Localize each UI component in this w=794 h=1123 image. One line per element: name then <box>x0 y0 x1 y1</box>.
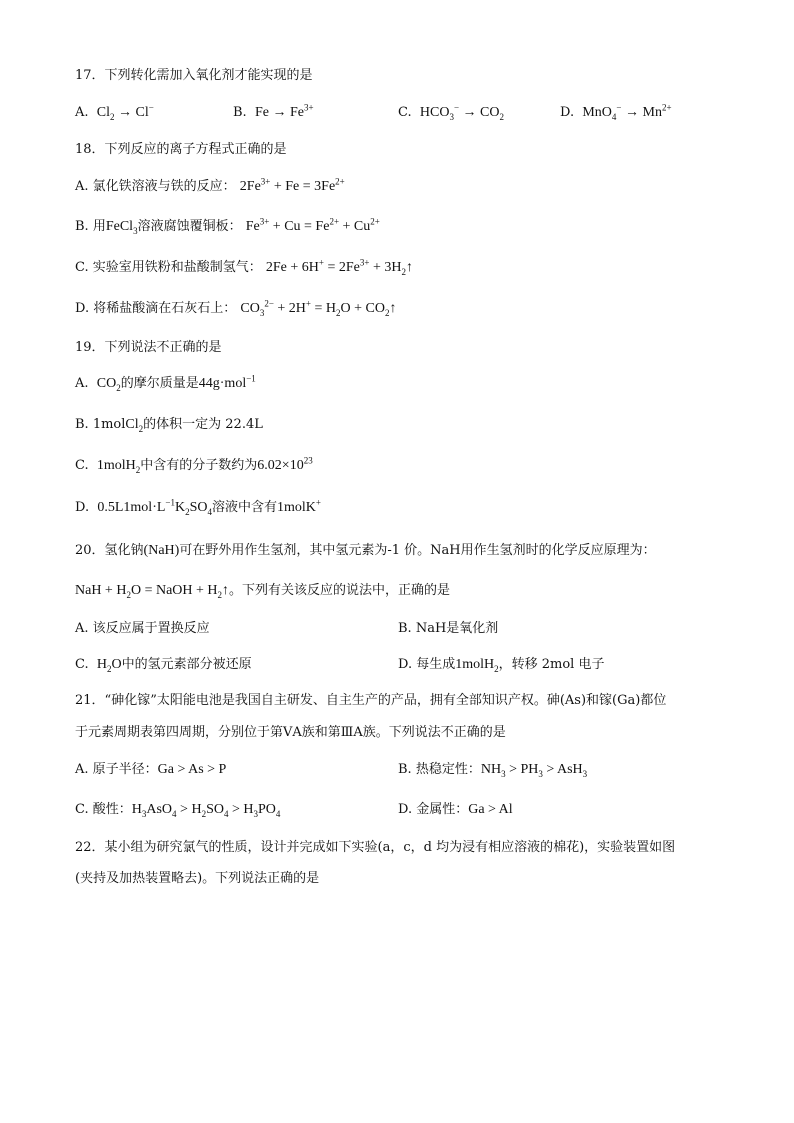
q20-option-c[interactable]: C. $H_2O$中的氢元素部分被还原 <box>75 657 252 674</box>
q17-option-a[interactable]: A. $Cl_2 \to Cl^-$ <box>75 102 154 122</box>
q19-option-a[interactable]: A. $CO_2$的摩尔质量是44g·mol$^{-1}$ <box>75 373 256 393</box>
q19-option-b[interactable]: B. 1molCl$_2$的体积一定为 22.4L <box>75 417 263 434</box>
q20-option-d[interactable]: D. 每生成1molH$_2$，转移 2mol 电子 <box>398 657 605 674</box>
q21-option-b[interactable]: B. 热稳定性：$NH_3 > PH_3 > AsH_3$ <box>398 762 588 779</box>
q21-option-c[interactable]: C. 酸性：$H_3AsO_4 > H_2SO_4 > H_3PO_4$ <box>75 802 281 819</box>
q19-option-c[interactable]: C. 1molH$_2$中含有的分子数约为$6.02\times 10^{23}$ <box>75 455 313 475</box>
q17-option-d[interactable]: D. $MnO_4^- \to Mn^{2+}$ <box>560 102 672 122</box>
q17-option-c[interactable]: C. $HCO_3^- \to CO_2$ <box>398 102 504 122</box>
q20-option-a[interactable]: A. 该反应属于置换反应 <box>75 621 210 636</box>
q22-stem-line2: (夹持及加热装置略去)。下列说法正确的是 <box>75 871 320 886</box>
q17-option-b[interactable]: B. $Fe \to Fe^{3+}$ <box>233 102 314 120</box>
q19-option-d[interactable]: D. $0.5L1mol\cdot L^{-1}K_2SO_4$溶液中含有1molK+ <box>75 497 321 517</box>
q17-stem: 17．下列转化需加入氧化剂才能实现的是 <box>75 68 313 83</box>
q21-option-d[interactable]: D. 金属性：Ga > Al <box>398 802 513 817</box>
q20-option-b[interactable]: B. NaH是氧化剂 <box>398 621 499 636</box>
q18-option-c[interactable]: C. 实验室用铁粉和盐酸制氢气： $2Fe + 6H^+ = 2Fe^{3+}$ + $3H_2↑$ <box>75 257 413 277</box>
q21-stem-line2: 于元素周期表第四周期，分别位于第ⅤA族和第ⅢA族。下列说法不正确的是 <box>75 725 506 740</box>
q21-stem-line1: 21．“砷化镓”太阳能电池是我国自主研发、自主生产的产品，拥有全部知识产权。砷(As)和镓(Ga)都位 <box>75 693 667 708</box>
q18-option-a[interactable]: A. 氯化铁溶液与铁的反应： $2Fe^{3+} + Fe = 3Fe^{2+}$ <box>75 176 345 194</box>
q18-stem: 18．下列反应的离子方程式正确的是 <box>75 142 287 157</box>
q18-option-b[interactable]: B. 用FeCl$_3$溶液腐蚀覆铜板： $Fe^{3+} + Cu = Fe^{2+} + Cu^{2+}$ <box>75 216 380 236</box>
q18-option-d[interactable]: D. 将稀盐酸滴在石灰石上： $CO_3^{2-} + 2H^+ = H_2O$ + $CO_2↑$ <box>75 298 397 318</box>
q21-option-a[interactable]: A. 原子半径：Ga > As > P <box>75 762 227 777</box>
q20-stem-line2: NaH + $H_2O$ = NaOH + $H_2↑$。下列有关该反应的说法中，正确的是 <box>75 583 451 600</box>
q19-stem: 19．下列说法不正确的是 <box>75 340 222 355</box>
q20-stem-line1: 20．氢化钠(NaH)可在野外用作生氢剂，其中氢元素为-1 价。NaH用作生氢剂时的化学反应原理为： <box>75 543 656 558</box>
q22-stem-line1: 22．某小组为研究氯气的性质，设计并完成如下实验(a，c，d 均为浸有相应溶液的棉花)，实验装置如图 <box>75 840 676 855</box>
